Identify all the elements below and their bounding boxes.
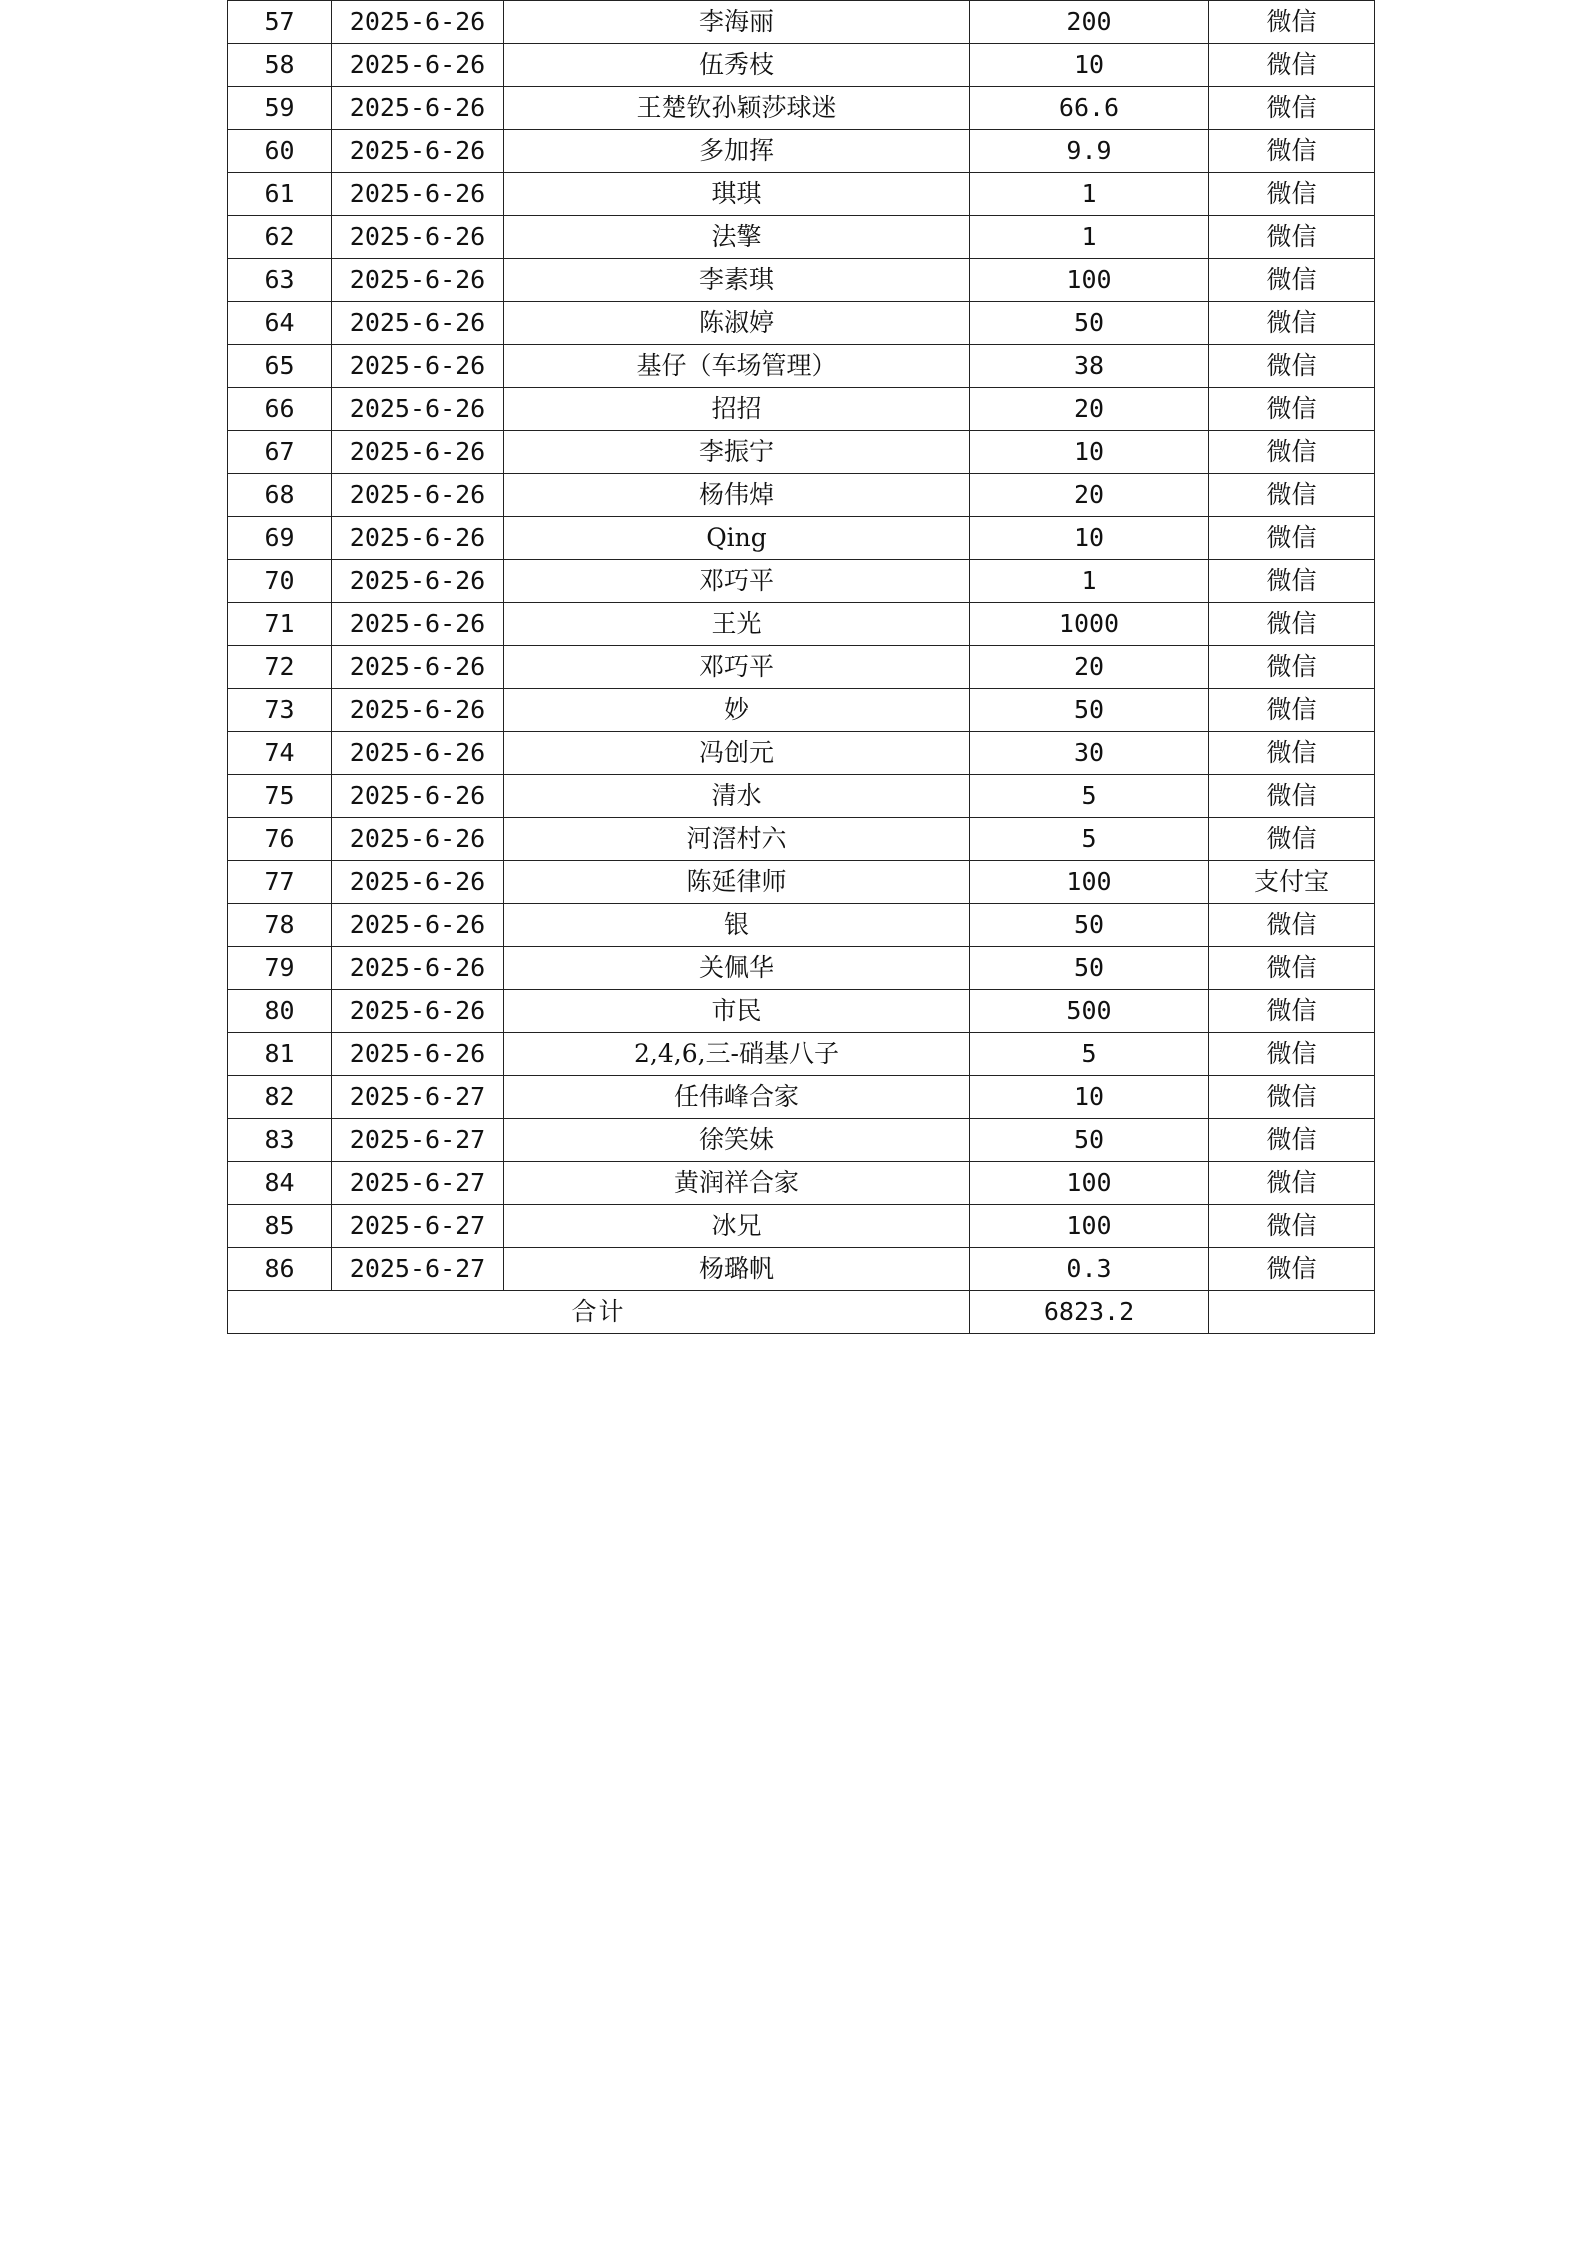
table-row <box>228 861 1375 904</box>
row-donor-name: 多加挥 <box>504 130 970 173</box>
row-amount: 10 <box>970 44 1209 87</box>
row-payment-method: 微信 <box>1209 775 1375 818</box>
row-payment-method: 微信 <box>1209 689 1375 732</box>
row-amount: 100 <box>970 259 1209 302</box>
row-date: 2025-6-26 <box>332 216 504 259</box>
table-row <box>228 388 1375 431</box>
row-payment-method: 支付宝 <box>1209 861 1375 904</box>
row-amount: 10 <box>970 517 1209 560</box>
row-donor-name: 伍秀枝 <box>504 44 970 87</box>
table-row <box>228 904 1375 947</box>
row-payment-method: 微信 <box>1209 1033 1375 1076</box>
row-date: 2025-6-26 <box>332 775 504 818</box>
table-row <box>228 431 1375 474</box>
row-date: 2025-6-26 <box>332 818 504 861</box>
table-row <box>228 603 1375 646</box>
table-row <box>228 1162 1375 1205</box>
table-row <box>228 1205 1375 1248</box>
row-amount: 1000 <box>970 603 1209 646</box>
row-amount: 50 <box>970 947 1209 990</box>
row-number: 58 <box>228 44 332 87</box>
row-date: 2025-6-26 <box>332 603 504 646</box>
row-amount: 20 <box>970 388 1209 431</box>
row-date: 2025-6-26 <box>332 302 504 345</box>
row-payment-method: 微信 <box>1209 87 1375 130</box>
row-date: 2025-6-26 <box>332 345 504 388</box>
row-payment-method: 微信 <box>1209 904 1375 947</box>
row-donor-name: 冯创元 <box>504 732 970 775</box>
row-donor-name: 市民 <box>504 990 970 1033</box>
row-donor-name: 冰兄 <box>504 1205 970 1248</box>
row-date: 2025-6-27 <box>332 1119 504 1162</box>
row-number: 57 <box>228 1 332 44</box>
total-payment-method <box>1209 1291 1375 1334</box>
row-payment-method: 微信 <box>1209 1248 1375 1291</box>
row-amount: 100 <box>970 1162 1209 1205</box>
row-date: 2025-6-27 <box>332 1205 504 1248</box>
row-payment-method: 微信 <box>1209 431 1375 474</box>
table-row <box>228 173 1375 216</box>
row-donor-name: 邓巧平 <box>504 560 970 603</box>
row-date: 2025-6-26 <box>332 861 504 904</box>
row-amount: 50 <box>970 904 1209 947</box>
row-number: 69 <box>228 517 332 560</box>
donation-table-body <box>228 1 1375 1334</box>
row-payment-method: 微信 <box>1209 44 1375 87</box>
row-date: 2025-6-27 <box>332 1248 504 1291</box>
row-number: 78 <box>228 904 332 947</box>
row-payment-method: 微信 <box>1209 646 1375 689</box>
row-donor-name: 招招 <box>504 388 970 431</box>
row-amount: 500 <box>970 990 1209 1033</box>
row-date: 2025-6-26 <box>332 87 504 130</box>
row-number: 65 <box>228 345 332 388</box>
row-date: 2025-6-26 <box>332 517 504 560</box>
row-donor-name: 银 <box>504 904 970 947</box>
row-donor-name: 关佩华 <box>504 947 970 990</box>
table-row <box>228 1076 1375 1119</box>
table-row <box>228 818 1375 861</box>
row-date: 2025-6-27 <box>332 1162 504 1205</box>
row-date: 2025-6-27 <box>332 1076 504 1119</box>
row-number: 79 <box>228 947 332 990</box>
row-number: 64 <box>228 302 332 345</box>
row-amount: 20 <box>970 474 1209 517</box>
total-label: 合计 <box>228 1291 970 1334</box>
row-amount: 5 <box>970 818 1209 861</box>
row-date: 2025-6-26 <box>332 1033 504 1076</box>
row-payment-method: 微信 <box>1209 345 1375 388</box>
row-number: 60 <box>228 130 332 173</box>
total-amount: 6823.2 <box>970 1291 1209 1334</box>
row-donor-name: 妙 <box>504 689 970 732</box>
row-donor-name: Qing <box>504 517 970 560</box>
row-number: 74 <box>228 732 332 775</box>
table-row <box>228 775 1375 818</box>
row-donor-name: 李振宁 <box>504 431 970 474</box>
table-row <box>228 560 1375 603</box>
row-number: 81 <box>228 1033 332 1076</box>
row-date: 2025-6-26 <box>332 560 504 603</box>
row-donor-name: 徐笑妹 <box>504 1119 970 1162</box>
row-number: 67 <box>228 431 332 474</box>
row-date: 2025-6-26 <box>332 474 504 517</box>
row-amount: 100 <box>970 1205 1209 1248</box>
row-donor-name: 杨璐帆 <box>504 1248 970 1291</box>
row-payment-method: 微信 <box>1209 1205 1375 1248</box>
row-payment-method: 微信 <box>1209 474 1375 517</box>
row-donor-name: 李海丽 <box>504 1 970 44</box>
row-payment-method: 微信 <box>1209 1076 1375 1119</box>
row-number: 84 <box>228 1162 332 1205</box>
row-number: 70 <box>228 560 332 603</box>
row-donor-name: 2,4,6,三-硝基八子 <box>504 1033 970 1076</box>
row-amount: 20 <box>970 646 1209 689</box>
row-date: 2025-6-26 <box>332 431 504 474</box>
row-payment-method: 微信 <box>1209 947 1375 990</box>
row-donor-name: 法擎 <box>504 216 970 259</box>
row-date: 2025-6-26 <box>332 259 504 302</box>
row-number: 71 <box>228 603 332 646</box>
row-amount: 1 <box>970 173 1209 216</box>
row-payment-method: 微信 <box>1209 1 1375 44</box>
row-payment-method: 微信 <box>1209 1119 1375 1162</box>
row-donor-name: 任伟峰合家 <box>504 1076 970 1119</box>
row-amount: 10 <box>970 1076 1209 1119</box>
row-number: 75 <box>228 775 332 818</box>
table-row <box>228 87 1375 130</box>
row-date: 2025-6-26 <box>332 1 504 44</box>
row-number: 86 <box>228 1248 332 1291</box>
table-row <box>228 947 1375 990</box>
table-row <box>228 130 1375 173</box>
row-amount: 66.6 <box>970 87 1209 130</box>
row-donor-name: 基仔（车场管理） <box>504 345 970 388</box>
row-number: 61 <box>228 173 332 216</box>
row-payment-method: 微信 <box>1209 130 1375 173</box>
row-number: 85 <box>228 1205 332 1248</box>
row-payment-method: 微信 <box>1209 216 1375 259</box>
row-payment-method: 微信 <box>1209 388 1375 431</box>
row-date: 2025-6-26 <box>332 732 504 775</box>
table-row <box>228 345 1375 388</box>
row-amount: 5 <box>970 1033 1209 1076</box>
table-row <box>228 302 1375 345</box>
row-amount: 1 <box>970 560 1209 603</box>
row-date: 2025-6-26 <box>332 904 504 947</box>
row-amount: 10 <box>970 431 1209 474</box>
table-row <box>228 517 1375 560</box>
table-row <box>228 216 1375 259</box>
row-donor-name: 黄润祥合家 <box>504 1162 970 1205</box>
row-payment-method: 微信 <box>1209 302 1375 345</box>
row-amount: 200 <box>970 1 1209 44</box>
row-payment-method: 微信 <box>1209 818 1375 861</box>
table-row <box>228 1 1375 44</box>
row-payment-method: 微信 <box>1209 990 1375 1033</box>
table-row <box>228 1033 1375 1076</box>
row-number: 83 <box>228 1119 332 1162</box>
row-date: 2025-6-26 <box>332 173 504 216</box>
table-row <box>228 990 1375 1033</box>
row-number: 66 <box>228 388 332 431</box>
table-row <box>228 689 1375 732</box>
table-row <box>228 1248 1375 1291</box>
row-donor-name: 王楚钦孙颖莎球迷 <box>504 87 970 130</box>
row-donor-name: 琪琪 <box>504 173 970 216</box>
row-date: 2025-6-26 <box>332 646 504 689</box>
row-donor-name: 河滘村六 <box>504 818 970 861</box>
row-number: 73 <box>228 689 332 732</box>
row-payment-method: 微信 <box>1209 173 1375 216</box>
row-date: 2025-6-26 <box>332 44 504 87</box>
row-payment-method: 微信 <box>1209 1162 1375 1205</box>
row-number: 76 <box>228 818 332 861</box>
row-date: 2025-6-26 <box>332 990 504 1033</box>
row-amount: 9.9 <box>970 130 1209 173</box>
donation-table <box>227 0 1375 1334</box>
total-row <box>228 1291 1375 1334</box>
row-amount: 5 <box>970 775 1209 818</box>
row-amount: 100 <box>970 861 1209 904</box>
row-number: 59 <box>228 87 332 130</box>
row-payment-method: 微信 <box>1209 259 1375 302</box>
row-number: 68 <box>228 474 332 517</box>
row-donor-name: 清水 <box>504 775 970 818</box>
row-payment-method: 微信 <box>1209 517 1375 560</box>
row-date: 2025-6-26 <box>332 130 504 173</box>
row-amount: 50 <box>970 689 1209 732</box>
row-number: 72 <box>228 646 332 689</box>
row-donor-name: 陈延律师 <box>504 861 970 904</box>
row-number: 80 <box>228 990 332 1033</box>
row-amount: 50 <box>970 302 1209 345</box>
row-donor-name: 李素琪 <box>504 259 970 302</box>
row-payment-method: 微信 <box>1209 732 1375 775</box>
row-number: 82 <box>228 1076 332 1119</box>
row-amount: 50 <box>970 1119 1209 1162</box>
row-number: 62 <box>228 216 332 259</box>
row-donor-name: 杨伟焯 <box>504 474 970 517</box>
row-date: 2025-6-26 <box>332 388 504 431</box>
row-date: 2025-6-26 <box>332 689 504 732</box>
table-row <box>228 646 1375 689</box>
row-donor-name: 陈淑婷 <box>504 302 970 345</box>
table-row <box>228 732 1375 775</box>
row-amount: 0.3 <box>970 1248 1209 1291</box>
table-row <box>228 44 1375 87</box>
row-payment-method: 微信 <box>1209 603 1375 646</box>
row-donor-name: 王光 <box>504 603 970 646</box>
row-date: 2025-6-26 <box>332 947 504 990</box>
row-payment-method: 微信 <box>1209 560 1375 603</box>
table-row <box>228 1119 1375 1162</box>
row-amount: 30 <box>970 732 1209 775</box>
row-amount: 38 <box>970 345 1209 388</box>
table-row <box>228 474 1375 517</box>
row-amount: 1 <box>970 216 1209 259</box>
row-donor-name: 邓巧平 <box>504 646 970 689</box>
row-number: 63 <box>228 259 332 302</box>
table-row <box>228 259 1375 302</box>
row-number: 77 <box>228 861 332 904</box>
